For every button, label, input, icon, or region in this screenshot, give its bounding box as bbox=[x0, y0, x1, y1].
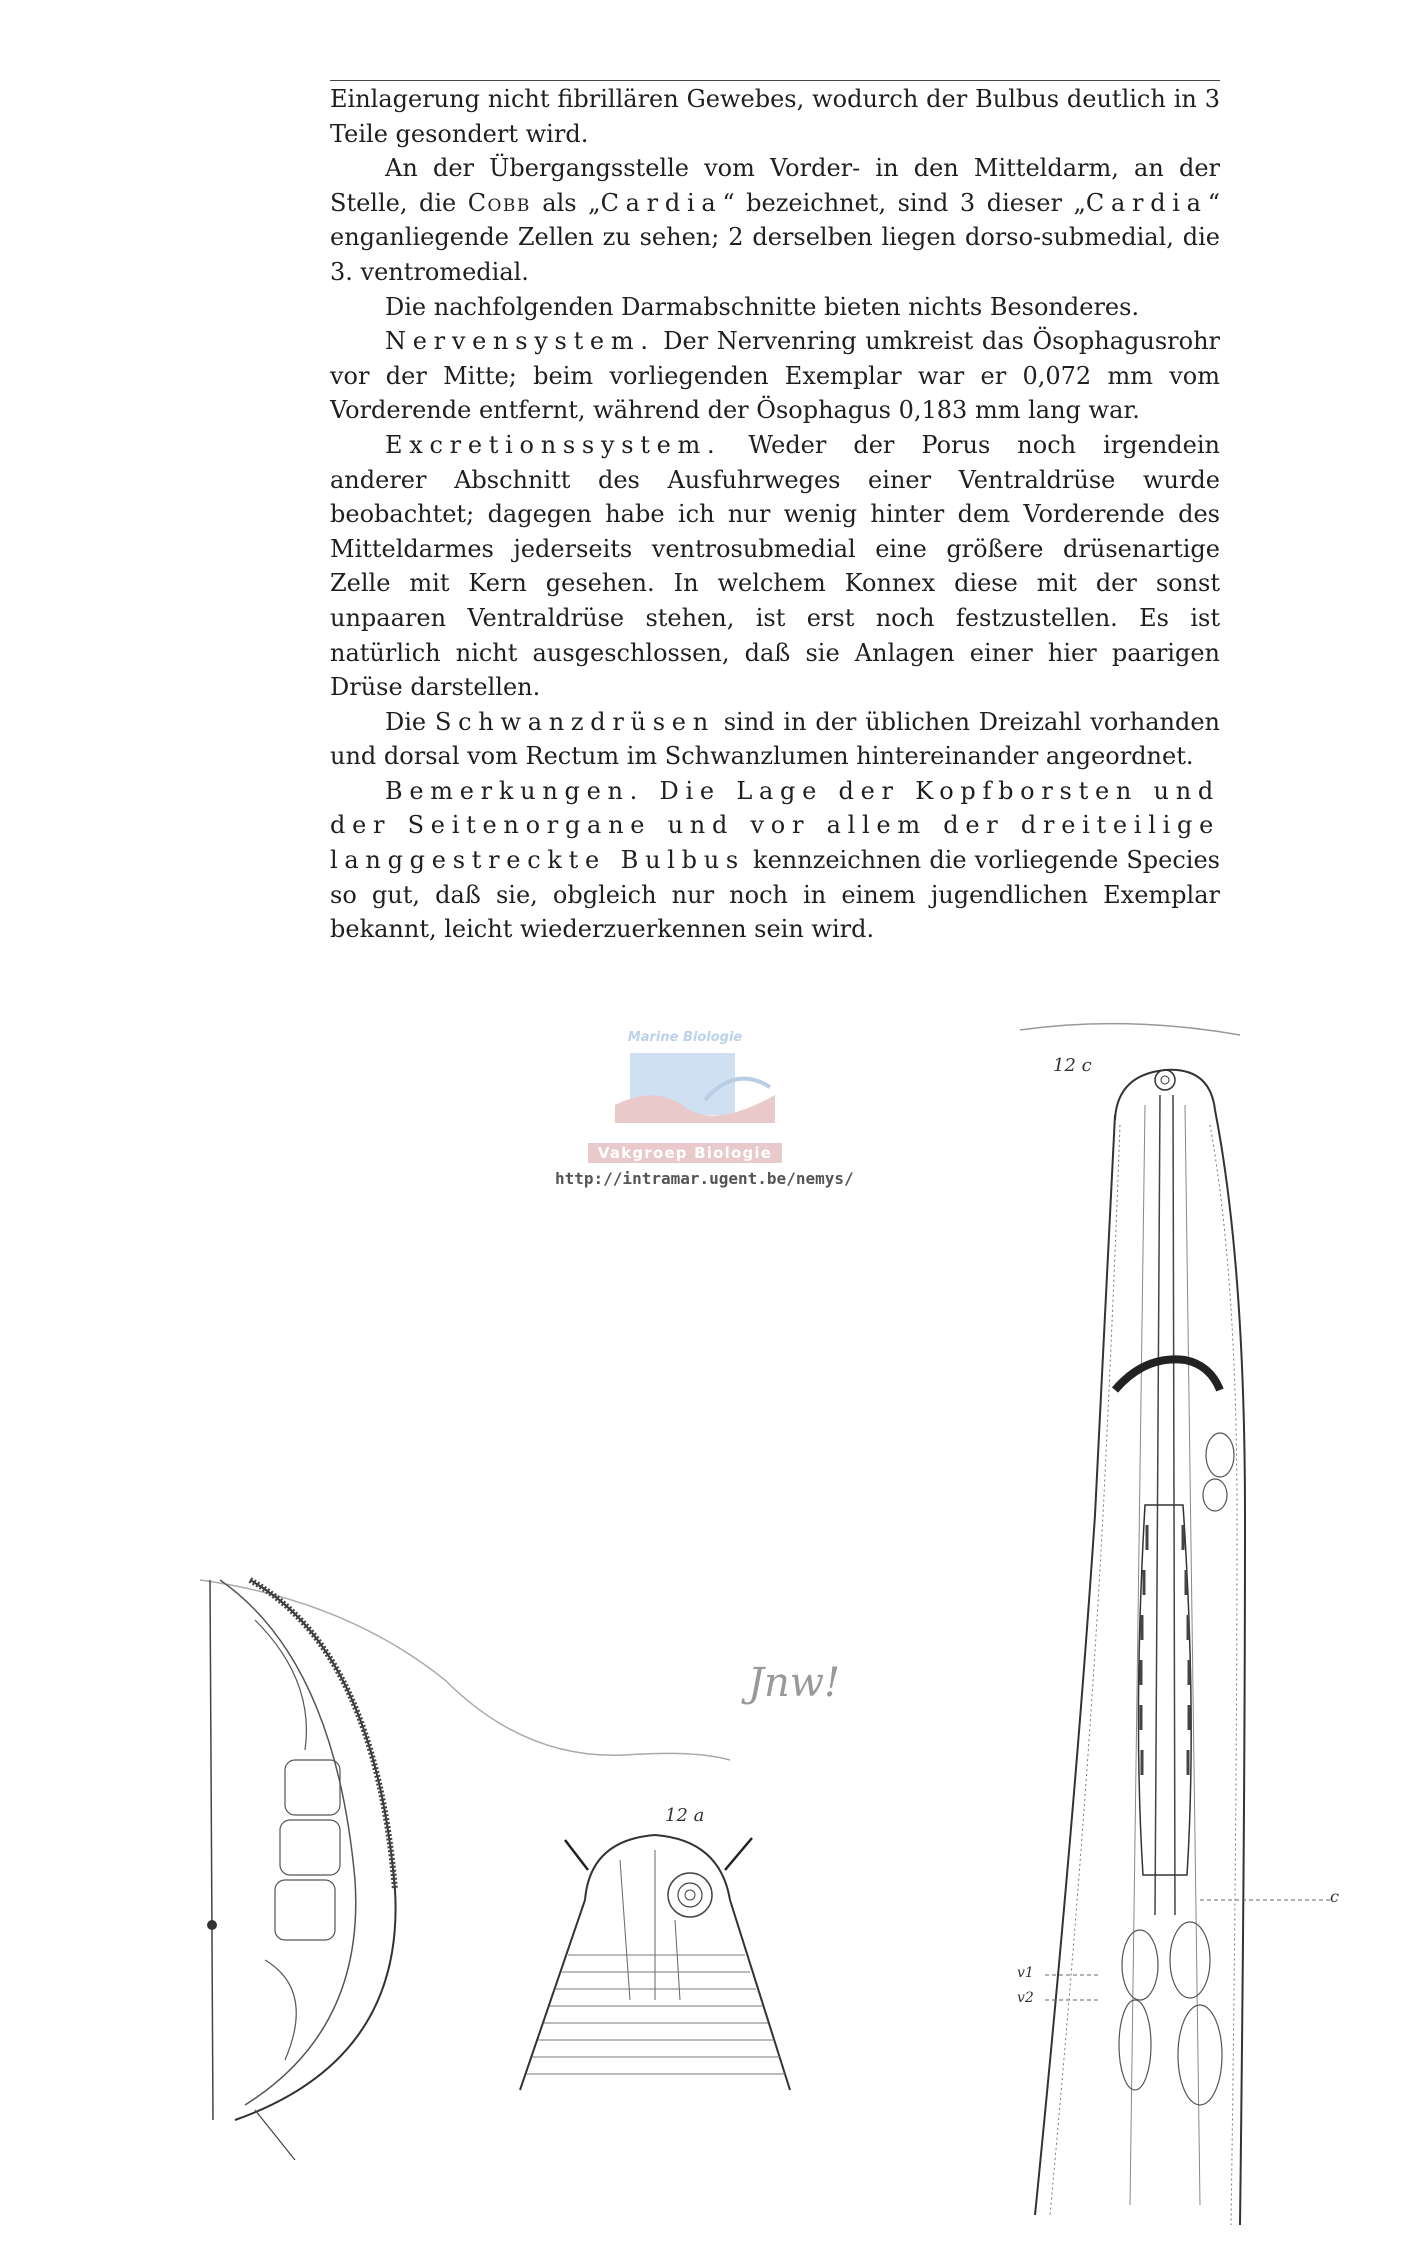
paragraph-1: Einlagerung nicht fibrillären Gewebes, wodurch der Bulbus deutlich in 3 Teile gesondert wird. bbox=[330, 85, 1220, 148]
figure-mark-c: c bbox=[1330, 1887, 1339, 1906]
term-schwanzdruesen: Schwanzdrüsen bbox=[434, 707, 715, 736]
p4-text: Der Nervenring umkreist das Ösophagusrohr vor der Mitte; beim vorliegenden Exemplar war er 0,072 mm vom Vorderende entfernt, während der Ösophagus 0,183 mm lang war. bbox=[330, 327, 1220, 425]
figure-label-12a: 12 a bbox=[665, 1805, 705, 1826]
handwritten-signature: Jnw! bbox=[748, 1660, 841, 1706]
p7-text: kennzeichnen die vorliegende Species so gut, daß sie, obgleich nur noch in einem jugendlichen Exemplar bekannt, leicht wiederzuerkennen sein wird. bbox=[330, 846, 1220, 944]
watermark-wave-icon bbox=[585, 1045, 785, 1135]
p6-text: sind in der üblichen Dreizahl vorhanden und dorsal vom Rectum im Schwanzlumen hintereinander angeordnet. bbox=[330, 707, 1220, 771]
paragraph-7 bbox=[330, 774, 1220, 947]
nematode-head-drawing bbox=[490, 1800, 820, 2100]
nematode-body-drawing bbox=[1005, 1015, 1345, 2245]
figure-mark-v2: v2 bbox=[1017, 1990, 1034, 2006]
figure-12c bbox=[1005, 1015, 1345, 2245]
author-name-cobb: Cobb bbox=[467, 188, 531, 217]
heading-bemerkungen: Bemerkungen. Die Lage der Kopfborsten und der Seitenorgane und vor allem der dreiteilige langgestreckte Bulbus bbox=[330, 776, 1220, 875]
figure-label-12c: 12 c bbox=[1053, 1055, 1092, 1076]
watermark-subtitle: Vakgroep Biologie bbox=[588, 1143, 782, 1163]
watermark bbox=[555, 1030, 854, 1210]
term-cardia-2: Cardia bbox=[1085, 188, 1208, 217]
term-cardia-1: Cardia bbox=[600, 188, 723, 217]
p5-text: Weder der Porus noch irgendein anderer Abschnitt des Ausfuhrweges einer Ventraldrüse wurde beobachtet; dagegen habe ich nur wenig hinter dem Vorderende des Mitteldarmes jederseits ventrosubmedial eine größere drüsenartige Zelle mit Kern gesehen. In welchem Konnex diese mit der sonst unpaaren Ventraldrüse stehen, ist erst noch festzustellen. Es ist natürlich nicht ausgeschlossen, daß sie Anlagen einer hier paarigen Drüse darstellen. bbox=[330, 430, 1220, 702]
body-text bbox=[330, 82, 1220, 947]
p6-text-a: Die bbox=[385, 707, 435, 736]
top-rule bbox=[330, 80, 1220, 81]
paragraph-3: Die nachfolgenden Darmabschnitte bieten nichts Besonderes. bbox=[385, 292, 1140, 321]
p2-text-d: “ enganliegende Zellen zu sehen; 2 derselben liegen dorso-submedial, die 3. ventromedial. bbox=[330, 188, 1220, 286]
p2-text-b: als „ bbox=[530, 188, 601, 217]
figure-12a bbox=[490, 1800, 820, 2100]
paragraph-4 bbox=[330, 324, 1220, 428]
p2-text-a: An der Übergangsstelle vom Vorder- in den Mitteldarm, an der Stelle, die bbox=[330, 154, 1220, 217]
heading-nervensystem: Nervensystem. bbox=[385, 327, 655, 356]
paragraph-6 bbox=[330, 705, 1220, 774]
watermark-url: http://intramar.ugent.be/nemys/ bbox=[555, 1169, 854, 1188]
paragraph-2 bbox=[330, 151, 1220, 289]
p2-text-c: “ bezeichnet, sind 3 dieser „ bbox=[722, 188, 1086, 217]
figure-mark-v1: v1 bbox=[1017, 1965, 1034, 1981]
heading-excretionssystem: Excretionssystem. bbox=[385, 430, 722, 459]
watermark-title: Marine Biologie bbox=[627, 1030, 743, 1045]
paragraph-5 bbox=[330, 428, 1220, 705]
